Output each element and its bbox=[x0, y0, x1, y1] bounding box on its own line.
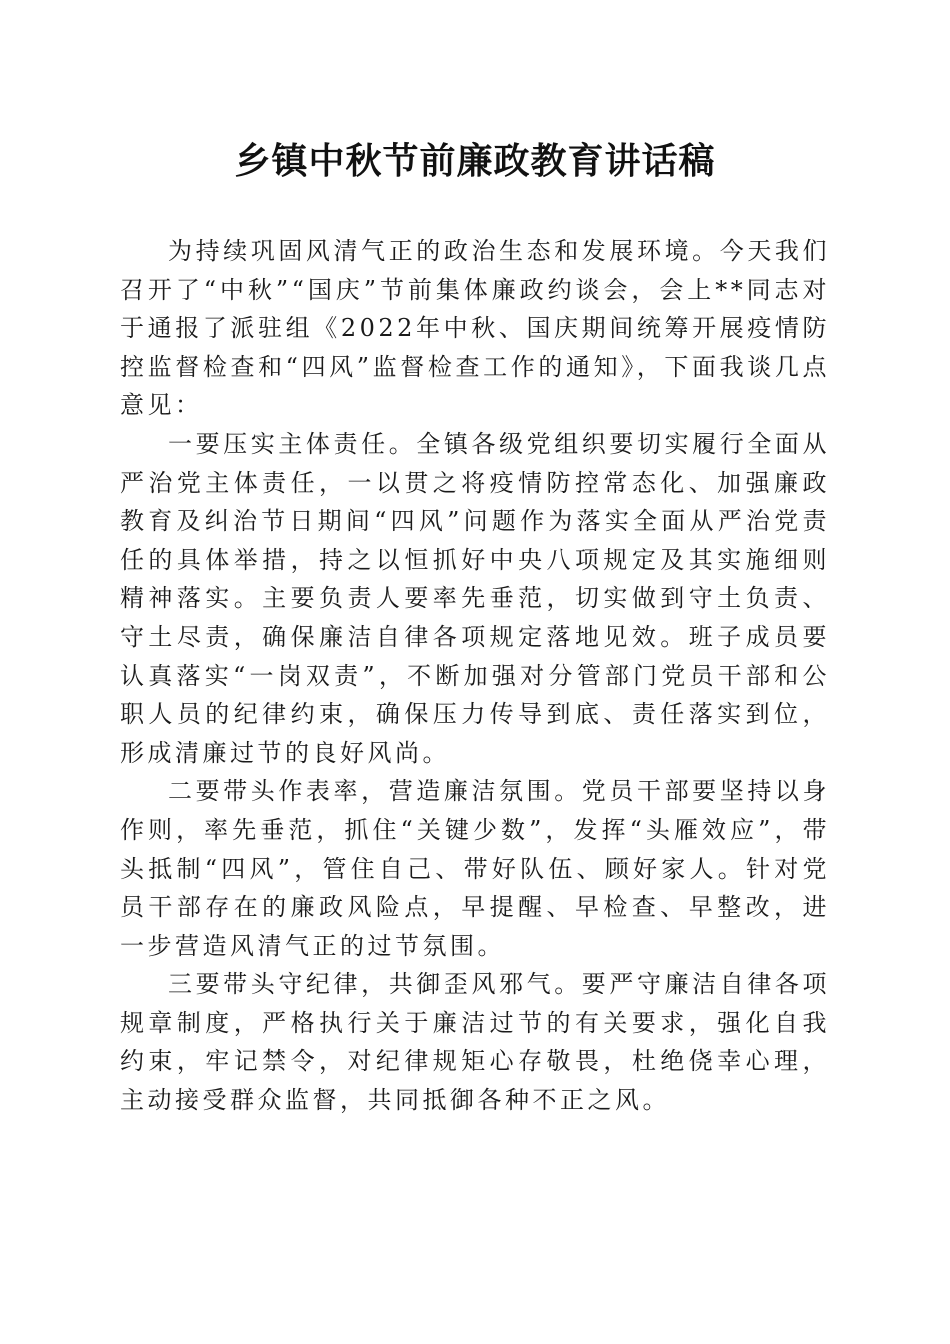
document-body bbox=[120, 232, 830, 1120]
paragraph-point-1: 一要压实主体责任。全镇各级党组织要切实履行全面从严治党主体责任，一以贯之将疫情防控常态化、加强廉政教育及纠治节日期间“四风”问题作为落实全面从严治党责任的具体举措，持之以恒抓好中央八项规定及其实施细则精神落实。主要负责人要率先垂范，切实做到守土负责、守土尽责，确保廉洁自律各项规定落地见效。班子成员要认真落实“一岗双责”，不断加强对分管部门党员干部和公职人员的纪律约束，确保压力传导到底、责任落实到位，形成清廉过节的良好风尚。 bbox=[120, 429, 830, 767]
paragraph-point-2: 二要带头作表率，营造廉洁氛围。党员干部要坚持以身作则，率先垂范，抓住“关键少数”，发挥“头雁效应”，带头抵制“四风”，管住自己、带好队伍、顾好家人。针对党员干部存在的廉政风险点，早提醒、早检查、早整改，进一步营造风清气正的过节氛围。 bbox=[120, 777, 830, 960]
paragraph-intro: 为持续巩固风清气正的政治生态和发展环境。今天我们召开了“中秋”“国庆”节前集体廉政约谈会，会上**同志对于通报了派驻组《2022年中秋、国庆期间统筹开展疫情防控监督检查和“四风”监督检查工作的通知》，下面我谈几点意见： bbox=[120, 237, 830, 420]
paragraph-point-3: 三要带头守纪律，共御歪风邪气。要严守廉洁自律各项规章制度，严格执行关于廉洁过节的有关要求，强化自我约束，牢记禁令，对纪律规矩心存敬畏，杜绝侥幸心理，主动接受群众监督，共同抵御各种不正之风。 bbox=[120, 970, 830, 1115]
document-title: 乡镇中秋节前廉政教育讲话稿 bbox=[234, 140, 716, 182]
